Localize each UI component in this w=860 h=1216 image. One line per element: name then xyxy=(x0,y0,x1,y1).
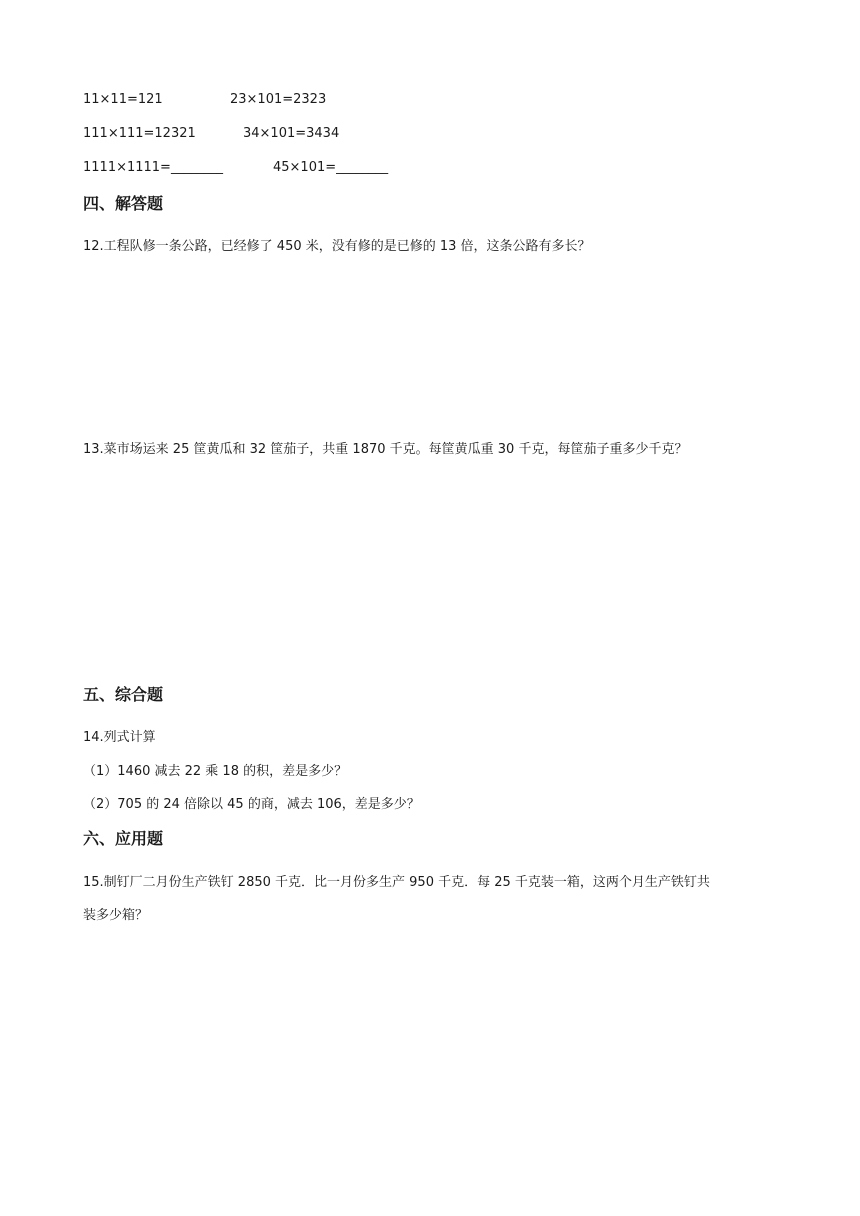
question-14-part-2: （2）705 的 24 倍除以 45 的商，减去 106，差是多少？ xyxy=(83,797,420,812)
equation-11x11: 11×11=121 xyxy=(83,92,163,107)
section-heading-6: 六、应用题 xyxy=(83,829,164,848)
question-14-part-1: （1）1460 减去 22 乘 18 的积，差是多少？ xyxy=(83,764,348,779)
question-14: 14.列式计算 xyxy=(83,730,156,745)
question-15-line-1: 15.制钉厂二月份生产铁钉 2850 千克．比一月份多生产 950 千克．每 25 千克装一箱，这两个月生产铁钉共 xyxy=(83,875,710,890)
question-13: 13.菜市场运来 25 筐黄瓜和 32 筐茄子，共重 1870 千克。每筐黄瓜重 30 千克，每筐茄子重多少千克？ xyxy=(83,442,688,457)
section-heading-5: 五、综合题 xyxy=(83,685,164,704)
question-15-line-2: 装多少箱？ xyxy=(83,908,149,923)
equation-34x101: 34×101=3434 xyxy=(243,126,340,141)
section-heading-4: 四、解答题 xyxy=(83,194,164,213)
equation-111x111: 111×111=12321 xyxy=(83,126,196,141)
equation-23x101: 23×101=2323 xyxy=(230,92,327,107)
question-12: 12.工程队修一条公路，已经修了 450 米，没有修的是已修的 13 倍，这条公路有多长？ xyxy=(83,239,591,254)
equation-1111x1111-blank: 1111×1111=________ xyxy=(83,160,223,175)
equation-45x101-blank: 45×101=________ xyxy=(273,160,389,175)
